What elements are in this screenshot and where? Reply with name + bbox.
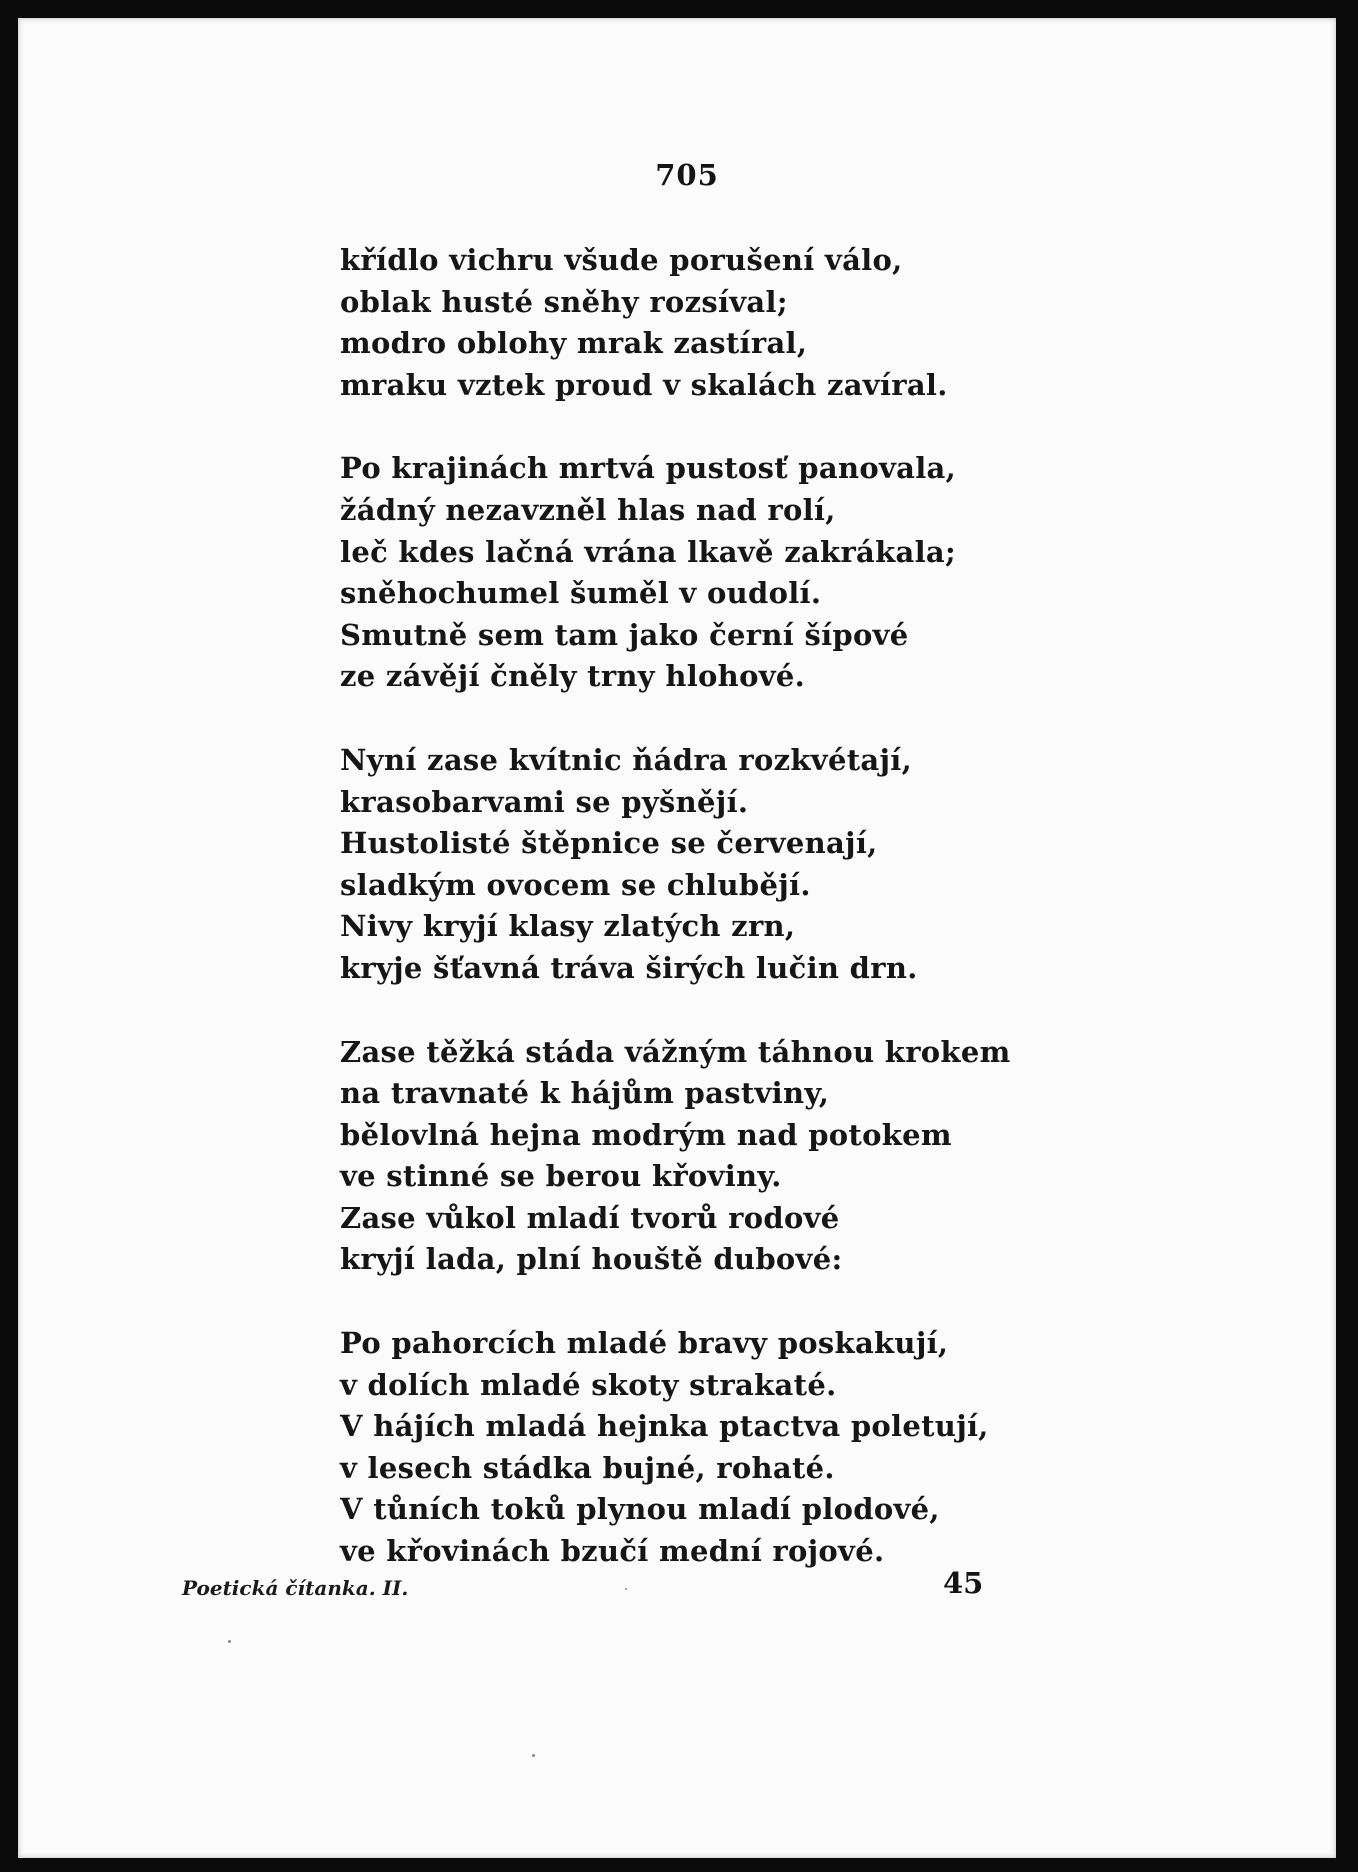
printer-signature: Poetická čítanka. II. xyxy=(182,1576,409,1600)
paper-speck xyxy=(228,1640,231,1643)
poem-line: V tůních toků plynou mladí plodové, xyxy=(340,1492,940,1527)
poem-line: Smutně sem tam jako černí šípové xyxy=(340,617,909,652)
poem-line: mraku vztek proud v skalách zavíral. xyxy=(340,367,948,402)
poem-line: kryje šťavná tráva širých lučin drn. xyxy=(340,950,918,985)
poem-line: Po pahorcích mladé bravy poskakují, xyxy=(340,1326,949,1361)
paper-speck xyxy=(532,1754,535,1757)
poem-line: sladkým ovocem se chlubějí. xyxy=(340,867,811,902)
poem-line: sněhochumel šuměl v oudolí. xyxy=(340,576,822,611)
poem-line: křídlo vichru všude porušení válo, xyxy=(340,243,903,277)
poem-line: bělovlná hejna modrým nad potokem xyxy=(340,1117,952,1152)
poem-line: žádný nezavzněl hlas nad rolí, xyxy=(340,492,836,527)
poem-line: Hustolisté štěpnice se červenají, xyxy=(340,826,878,861)
poem-line: kryjí lada, plní houště dubové: xyxy=(340,1242,843,1277)
page-number: 705 xyxy=(655,158,719,192)
sheet-number: 45 xyxy=(943,1566,984,1600)
poem-line: leč kdes lačná vrána lkavě zakrákala; xyxy=(340,534,957,569)
poem-line: ve stinné se berou křoviny. xyxy=(340,1159,782,1194)
poem-line: Po krajinách mrtvá pustosť panovala, xyxy=(340,451,957,486)
poem-line: krasobarvami se pyšnějí. xyxy=(340,784,749,819)
stanza-3 xyxy=(340,740,1300,990)
poem-line: Nivy kryjí klasy zlatých zrn, xyxy=(340,909,796,944)
poem-line: na travnaté k hájům pastviny, xyxy=(340,1076,830,1111)
poem-line: Zase těžká stáda vážným táhnou krokem xyxy=(340,1034,1011,1069)
poem-line: modro oblohy mrak zastíral, xyxy=(340,326,808,361)
poem-line: ve křovinách bzučí mední rojové. xyxy=(340,1534,885,1569)
stanza-1 xyxy=(340,240,1300,406)
poem-body xyxy=(340,240,1300,1615)
poem-line: Zase vůkol mladí tvorů rodové xyxy=(340,1200,840,1235)
poem-line: ze závějí čněly trny hlohové. xyxy=(340,659,806,694)
stanza-2 xyxy=(340,448,1300,698)
poem-line: V hájích mladá hejnka ptactva poletují, xyxy=(340,1409,989,1444)
stanza-4 xyxy=(340,1032,1300,1282)
poem-line: v dolích mladé skoty strakaté. xyxy=(340,1367,837,1402)
poem-line: oblak husté sněhy rozsíval; xyxy=(340,284,788,319)
poem-line: v lesech stádka bujné, rohaté. xyxy=(340,1450,835,1485)
stanza-5 xyxy=(340,1323,1300,1573)
poem-line: Nyní zase kvítnic ňádra rozkvétají, xyxy=(340,742,912,777)
